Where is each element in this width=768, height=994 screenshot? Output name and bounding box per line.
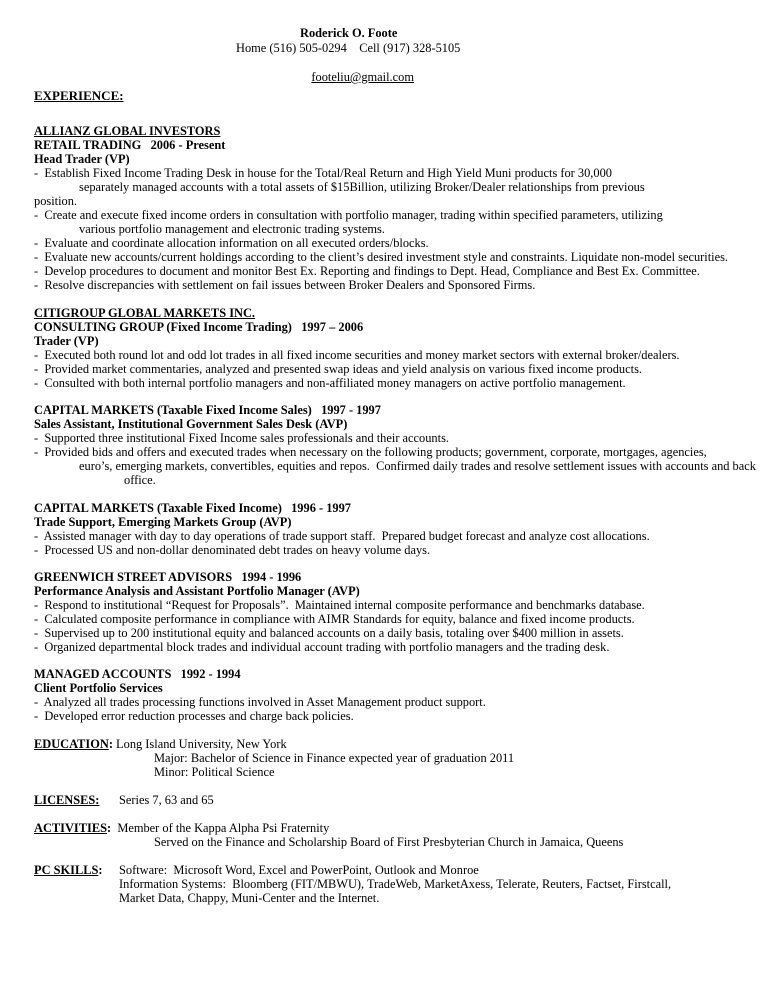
ma-bullet-2: - Developed error reduction processes and charge back policies.: [34, 709, 354, 723]
licenses-value: Series 7, 63 and 65: [119, 793, 214, 807]
cm1-bullet-1: - Supported three institutional Fixed Income sales professionals and their accounts.: [34, 431, 449, 445]
education-minor: Minor: Political Science: [154, 765, 275, 779]
cm1-dept: CAPITAL MARKETS (Taxable Fixed Income Sales) 1997 - 1997: [34, 403, 381, 417]
cm2-bullet-1: - Assisted manager with day to day operations of trade support staff. Prepared budget forecast and analyze cost allocations.: [34, 529, 650, 543]
pc-skills-heading: [34, 863, 103, 877]
education-school: Long Island University, New York: [112, 737, 287, 751]
citi-dept: CONSULTING GROUP (Fixed Income Trading) 1997 – 2006: [34, 320, 364, 334]
citi-bullet-1: - Executed both round lot and odd lot trades in all fixed income securities and money market sectors with external broker/dealers.: [34, 348, 680, 362]
cm1-bullet-2-cont: euro’s, emerging markets, convertibles, equities and repos. Confirmed daily trades and resolve settlement issues with accounts and back: [79, 459, 756, 473]
allianz-bullet-2-cont: various portfolio management and electronic trading systems.: [79, 222, 385, 236]
allianz-bullet-4: - Evaluate new accounts/current holdings according to the client’s desired investment style and constraints. Liquidate non-model securities.: [34, 250, 729, 264]
licenses-label: LICENSES:: [34, 793, 100, 807]
phone-numbers: Home (516) 505-0294 Cell (917) 328-5105: [236, 41, 461, 55]
pc-skills-systems-cont: Market Data, Chappy, Muni-Center and the Internet.: [119, 891, 380, 905]
allianz-bullet-1: - Establish Fixed Income Trading Desk in house for the Total/Real Return and High Yield Muni products for 30,000: [34, 166, 612, 180]
education-label: EDUCATION: [34, 737, 109, 751]
activities-item-1: Member of the Kappa Alpha Psi Fraternity: [111, 821, 330, 835]
citi-company: CITIGROUP GLOBAL MARKETS INC.: [34, 306, 256, 320]
allianz-bullet-5: - Develop procedures to document and monitor Best Ex. Reporting and findings to Dept. Head, Compliance and Best Ex. Committee.: [34, 264, 700, 278]
citi-bullet-2: - Provided market commentaries, analyzed and presented swap ideas and yield analysis on various fixed income products.: [34, 362, 642, 376]
allianz-bullet-6: - Resolve discrepancies with settlement on fail issues between Broker Dealers and Sponsored Firms.: [34, 278, 536, 292]
pc-skills-software: Software: Microsoft Word, Excel and PowerPoint, Outlook and Monroe: [119, 863, 479, 877]
cm1-title: Sales Assistant, Institutional Government Sales Desk (AVP): [34, 417, 348, 431]
ma-dept: MANAGED ACCOUNTS 1992 - 1994: [34, 667, 241, 681]
email-link-wrap: [299, 56, 414, 98]
gsa-bullet-3: - Supervised up to 200 institutional equity and balanced accounts on a daily basis, totaling over $400 million in assets.: [34, 626, 624, 640]
cm2-bullet-2: - Processed US and non-dollar denominated debt trades on heavy volume days.: [34, 543, 431, 557]
gsa-bullet-1: - Respond to institutional “Request for Proposals”. Maintained internal composite performance and benchmarks database.: [34, 598, 645, 612]
education-colon: :: [108, 737, 113, 751]
activities-item-2: Served on the Finance and Scholarship Board of First Presbyterian Church in Jamaica, Queens: [154, 835, 624, 849]
experience-heading: EXPERIENCE:: [34, 88, 124, 103]
allianz-bullet-1-cont2: position.: [34, 194, 78, 208]
education-line: [34, 737, 287, 751]
pc-skills-label: PC SKILLS: [34, 863, 99, 877]
cm1-bullet-2: - Provided bids and offers and executed trades when necessary on the following products; government, corporate, mortgages, agencies,: [34, 445, 707, 459]
pc-skills-systems: Information Systems: Bloomberg (FIT/MBWU), TradeWeb, MarketAxess, Telerate, Reuters, Factset, Firstcall,: [119, 877, 672, 891]
allianz-bullet-1-cont: separately managed accounts with a total assets of $15Billion, utilizing Broker/Dealer relationships from previous: [79, 180, 645, 194]
gsa-dept: GREENWICH STREET ADVISORS 1994 - 1996: [34, 570, 302, 584]
allianz-title: Head Trader (VP): [34, 152, 130, 166]
email-link[interactable]: footeliu@gmail.com: [311, 70, 414, 84]
gsa-title: Performance Analysis and Assistant Portfolio Manager (AVP): [34, 584, 360, 598]
gsa-bullet-2: - Calculated composite performance in compliance with AIMR Standards for equity, balance and fixed income products.: [34, 612, 635, 626]
allianz-bullet-3: - Evaluate and coordinate allocation information on all executed orders/blocks.: [34, 236, 429, 250]
citi-title: Trader (VP): [34, 334, 99, 348]
allianz-dept: RETAIL TRADING 2006 - Present: [34, 138, 226, 152]
activities-colon: :: [107, 821, 112, 835]
ma-title: Client Portfolio Services: [34, 681, 163, 695]
candidate-name: Roderick O. Foote: [300, 26, 398, 40]
allianz-bullet-2: - Create and execute fixed income orders in consultation with portfolio manager, trading within specified parameters, utilizing: [34, 208, 663, 222]
cm1-bullet-2-cont2: office.: [124, 473, 156, 487]
pc-skills-colon: :: [98, 863, 103, 877]
ma-bullet-1: - Analyzed all trades processing functions involved in Asset Management product support.: [34, 695, 486, 709]
activities-line: [34, 821, 329, 835]
gsa-bullet-4: - Organized departmental block trades and individual account trading with portfolio managers and the trading desk.: [34, 640, 610, 654]
cm2-dept: CAPITAL MARKETS (Taxable Fixed Income) 1996 - 1997: [34, 501, 351, 515]
education-major: Major: Bachelor of Science in Finance expected year of graduation 2011: [154, 751, 515, 765]
allianz-company: ALLIANZ GLOBAL INVESTORS: [34, 124, 221, 138]
cm2-title: Trade Support, Emerging Markets Group (AVP): [34, 515, 292, 529]
activities-label: ACTIVITIES: [34, 821, 107, 835]
citi-bullet-3: - Consulted with both internal portfolio managers and non-affiliated money managers on active portfolio management.: [34, 376, 626, 390]
